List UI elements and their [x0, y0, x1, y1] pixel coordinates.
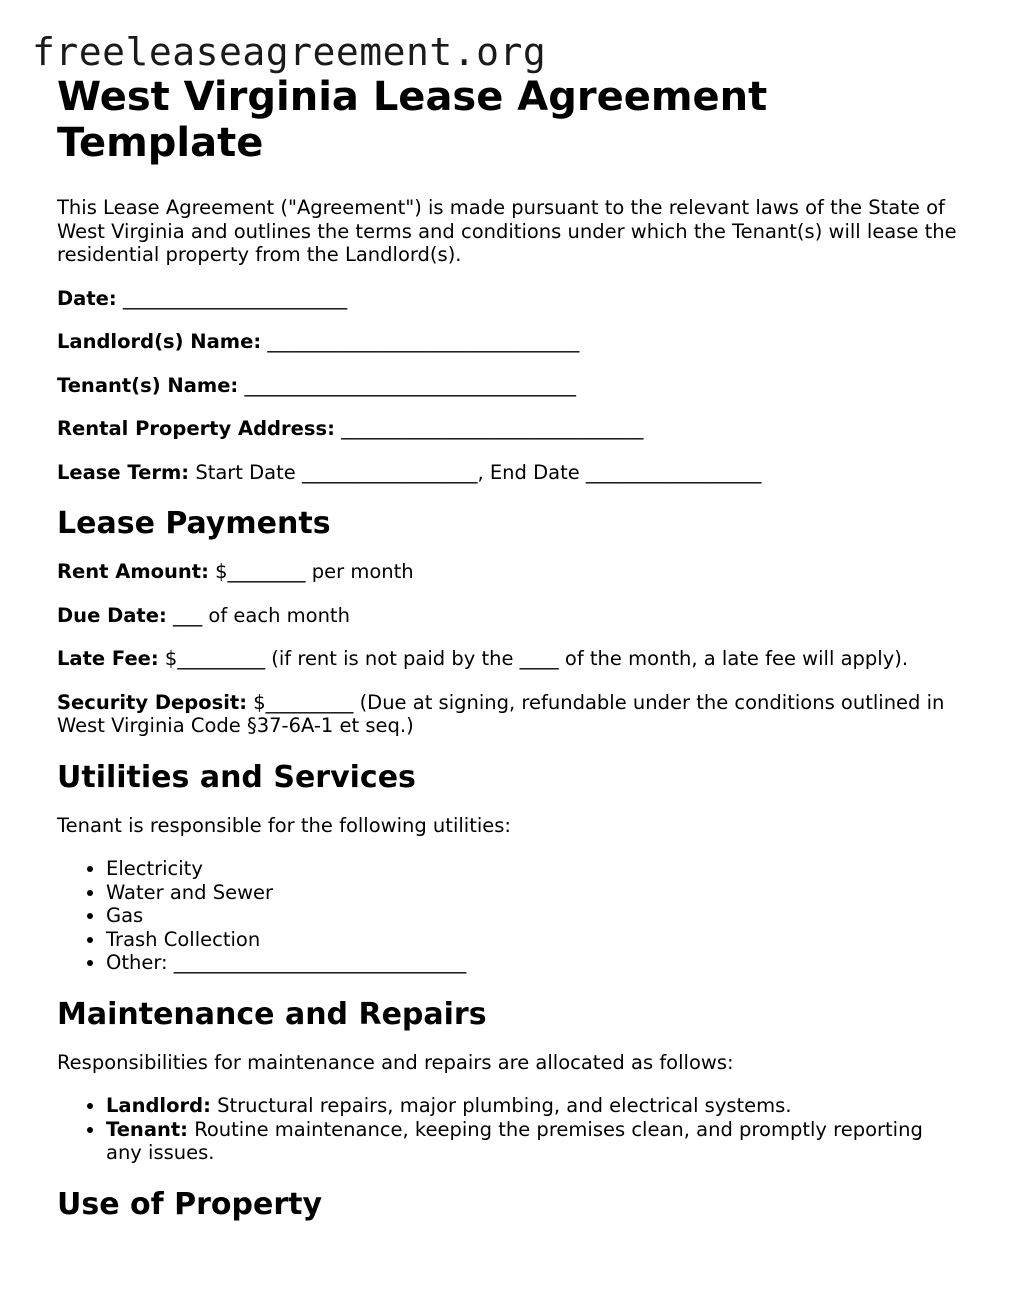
tenant-name-label: Tenant(s) Name:	[57, 373, 239, 397]
lease-payments-heading: Lease Payments	[57, 506, 331, 541]
security-deposit-text: $_________ (Due at signing, refundable under the conditions outlined in West Virginia Code §37-6A-1 et seq.)	[57, 690, 945, 737]
late-fee-text: $_________ (if rent is not paid by the ____ of the month, a late fee will apply).	[164, 647, 909, 670]
late-fee-label: Late Fee:	[57, 647, 159, 670]
list-item	[106, 1118, 962, 1165]
date-blank: _______________________	[122, 286, 348, 310]
list-item: • Electricity	[106, 857, 962, 881]
list-item: • Gas	[106, 904, 962, 928]
landlord-responsibility-text: Structural repairs, major plumbing, and electrical systems.	[217, 1094, 792, 1117]
utilities-list	[57, 857, 962, 975]
property-address-field	[57, 417, 962, 441]
security-deposit-field	[57, 691, 962, 738]
utilities-heading: Utilities and Services	[57, 759, 416, 795]
lease-term-text: Start Date __________________, End Date __________________	[195, 460, 762, 484]
date-field	[57, 287, 962, 311]
lease-term-label: Lease Term:	[57, 460, 190, 484]
tenant-name-field	[57, 374, 962, 398]
list-item	[106, 1094, 962, 1118]
list-item: • Water and Sewer	[106, 881, 962, 905]
landlord-name-field	[57, 330, 962, 354]
maintenance-heading: Maintenance and Repairs	[57, 996, 487, 1032]
security-deposit-label: Security Deposit:	[57, 690, 248, 714]
tenant-responsibility-text: Routine maintenance, keeping the premises clean, and promptly reporting any issues.	[106, 1117, 923, 1164]
list-item: • Other: ______________________________	[106, 951, 962, 975]
landlord-name-label: Landlord(s) Name:	[57, 330, 262, 353]
maintenance-list	[57, 1094, 962, 1165]
due-date-label: Due Date:	[57, 603, 167, 627]
rent-amount-text: $________ per month	[215, 560, 414, 583]
maintenance-intro: Responsibilities for maintenance and repairs are allocated as follows:	[57, 1050, 734, 1074]
watermark: freeleaseagreement.org	[32, 30, 547, 74]
property-address-label: Rental Property Address:	[57, 417, 335, 440]
property-address-blank: _______________________________	[341, 417, 644, 440]
utilities-intro: Tenant is responsible for the following utilities:	[57, 813, 511, 837]
rent-amount-label: Rent Amount:	[57, 560, 209, 583]
rent-amount-field	[57, 560, 962, 584]
use-of-property-heading: Use of Property	[57, 1186, 323, 1222]
lease-term-field	[57, 461, 962, 485]
late-fee-field	[57, 647, 962, 671]
list-item: • Trash Collection	[106, 928, 962, 952]
landlord-responsibility-label: Landlord:	[106, 1094, 211, 1117]
due-date-text: ___ of each month	[172, 603, 350, 627]
document-body	[57, 74, 962, 1241]
date-label: Date:	[57, 286, 117, 310]
landlord-name-blank: ________________________________	[267, 330, 580, 353]
tenant-responsibility-label: Tenant:	[106, 1117, 188, 1141]
intro-paragraph: This Lease Agreement ("Agreement") is made pursuant to the relevant laws of the State of West Virginia and outlines the terms and conditions under which the Tenant(s) will lease the residential property from the Landlord(s).	[57, 196, 957, 266]
tenant-name-blank: __________________________________	[244, 373, 576, 397]
document-title: West Virginia Lease Agreement Template	[57, 74, 768, 166]
due-date-field	[57, 604, 962, 628]
